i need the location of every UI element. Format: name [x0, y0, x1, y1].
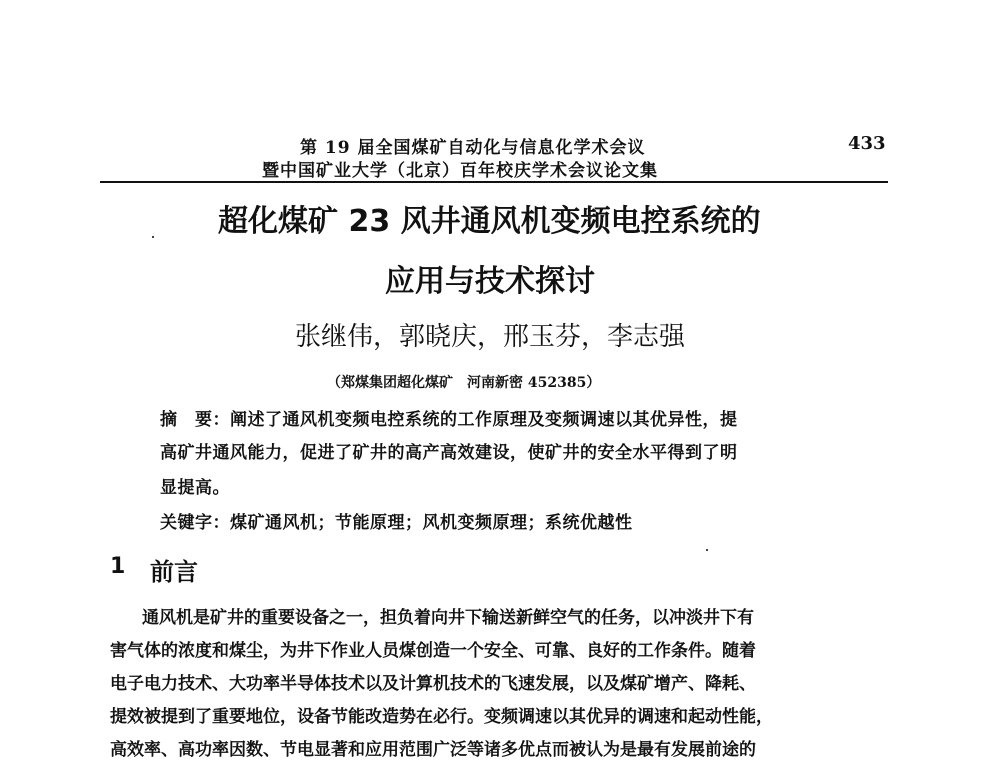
scan-speck — [152, 236, 154, 238]
body-line3: 电子电力技术、大功率半导体技术以及计算机技术的飞速发展，以及煤矿增产、降耗、 — [110, 674, 756, 694]
page-number: 433 — [848, 133, 886, 154]
body-line4: 提效被提到了重要地位，设备节能改造势在必行。变频调速以其优异的调速和起动性能， — [110, 707, 773, 727]
paper-title-line2: 应用与技术探讨 — [385, 264, 595, 299]
header-rule — [100, 181, 888, 183]
body-line5: 高效率、高功率因数、节电显著和应用范围广泛等诸多优点而被认为是最有发展前途的 — [110, 740, 756, 760]
section-title: 前言 — [150, 558, 198, 586]
body-line1: 通风机是矿井的重要设备之一，担负着向井下输送新鲜空气的任务，以冲淡井下有 — [142, 608, 754, 628]
abstract-line2: 高矿井通风能力，促进了矿井的高产高效建设，使矿井的安全水平得到了明 — [160, 443, 738, 463]
scan-speck — [706, 549, 708, 551]
section-number: 1 — [110, 554, 126, 579]
author-list: 张继伟，郭晓庆，邢玉芬，李志强 — [295, 322, 686, 352]
abstract-line1: 摘 要：阐述了通风机变频电控系统的工作原理及变频调速以其优异性，提 — [160, 410, 738, 430]
abstract-line3: 显提高。 — [160, 478, 230, 498]
paper-title-line1: 超化煤矿 23 风井通风机变频电控系统的 — [218, 204, 761, 239]
body-line2: 害气体的浓度和煤尘，为井下作业人员煤创造一个安全、可靠、良好的工作条件。随着 — [110, 641, 756, 661]
keywords: 关键字：煤矿通风机；节能原理；风机变频原理；系统优越性 — [160, 513, 633, 533]
conference-title-line2: 暨中国矿业大学（北京）百年校庆学术会议论文集 — [262, 161, 658, 181]
conference-title-line1: 第 19 届全国煤矿自动化与信息化学术会议 — [300, 138, 646, 158]
affiliation: （郑煤集团超化煤矿 河南新密 452385） — [327, 375, 601, 391]
